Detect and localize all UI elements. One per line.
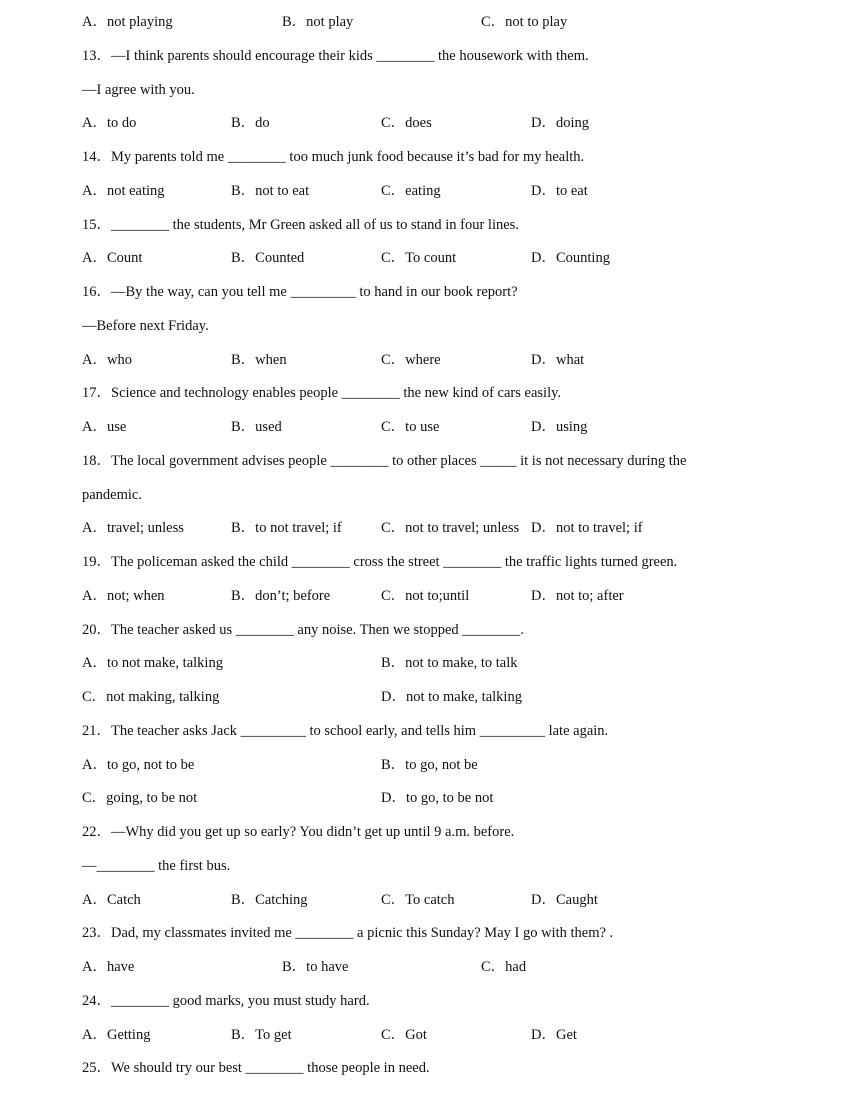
answer-option: D．Get [531,1027,577,1043]
answer-option: A．Getting [82,1027,151,1043]
answer-option: A．to not make, talking [82,655,223,671]
answer-option: B．To get [231,1027,292,1043]
answer-option: A．not playing [82,14,173,30]
answer-option: D．to eat [531,183,588,199]
question-text: 25．We should try our best ________ those people in need. [82,1060,430,1076]
question-text: 18．The local government advises people ________ to other places _____ it is not necessary during the [82,453,687,469]
answer-option: C．To count [381,250,457,266]
answer-option: B．not play [282,14,354,30]
answer-option: C．where [381,352,441,368]
question-text: 17．Science and technology enables people ________ the new kind of cars easily. [82,385,562,401]
answer-option: A．who [82,352,132,368]
answer-option: B．used [231,419,282,435]
answer-option: B．when [231,352,287,368]
answer-option: C．does [381,115,432,131]
answer-option: A．to do [82,115,137,131]
answer-option: C．going, to be not [82,790,198,806]
question-text: 21．The teacher asks Jack _________ to school early, and tells him _________ late again. [82,723,609,739]
answer-option: C．not to;until [381,588,470,604]
question-text: 23．Dad, my classmates invited me ________ a picnic this Sunday? May I go with them? . [82,925,614,941]
answer-option: B．Catching [231,892,308,908]
answer-option: C．eating [381,183,441,199]
answer-option: C．Got [381,1027,427,1043]
answer-option: C．to use [381,419,440,435]
answer-option: A．to go, not to be [82,757,195,773]
answer-option: C．To catch [381,892,455,908]
answer-option: D．not to make, talking [381,689,522,705]
question-text: 16．—By the way, can you tell me _________ to hand in our book report? [82,284,518,300]
question-text: —________ the first bus. [82,858,231,874]
answer-option: A．have [82,959,135,975]
question-text: 20．The teacher asked us ________ any noise. Then we stopped ________. [82,622,524,638]
question-text: 24．________ good marks, you must study hard. [82,993,370,1009]
answer-option: A．use [82,419,127,435]
question-text: 13．—I think parents should encourage their kids ________ the housework with them. [82,48,589,64]
answer-option: B．to not travel; if [231,520,342,536]
answer-option: B．Counted [231,250,305,266]
answer-option: D．not to; after [531,588,624,604]
answer-option: A．travel; unless [82,520,184,536]
answer-option: D．using [531,419,588,435]
answer-option: C．not to travel; unless [381,520,520,536]
answer-option: D．Counting [531,250,610,266]
answer-option: D．Caught [531,892,598,908]
answer-option: C．had [481,959,527,975]
answer-option: D．what [531,352,585,368]
answer-option: B．don’t; before [231,588,331,604]
answer-option: A．Count [82,250,143,266]
question-text: —Before next Friday. [82,318,209,334]
answer-option: A．Catch [82,892,141,908]
answer-option: D．not to travel; if [531,520,643,536]
answer-option: B．not to eat [231,183,310,199]
question-text: 19．The policeman asked the child ________ cross the street ________ the traffic lights turned green. [82,554,678,570]
answer-option: C．not making, talking [82,689,220,705]
question-text: 15．________ the students, Mr Green asked all of us to stand in four lines. [82,217,519,233]
question-text: —I agree with you. [82,82,195,98]
answer-option: B．do [231,115,270,131]
question-text: 22．—Why did you get up so early? You didn’t get up until 9 a.m. before. [82,824,515,840]
answer-option: A．not eating [82,183,165,199]
question-text: 14．My parents told me ________ too much junk food because it’s bad for my health. [82,149,585,165]
question-text: pandemic. [82,487,142,503]
answer-option: B．not to make, to talk [381,655,518,671]
answer-option: A．not; when [82,588,165,604]
answer-option: B．to go, not be [381,757,478,773]
answer-option: C．not to play [481,14,568,30]
answer-option: D．to go, to be not [381,790,494,806]
answer-option: B．to have [282,959,349,975]
answer-option: D．doing [531,115,589,131]
